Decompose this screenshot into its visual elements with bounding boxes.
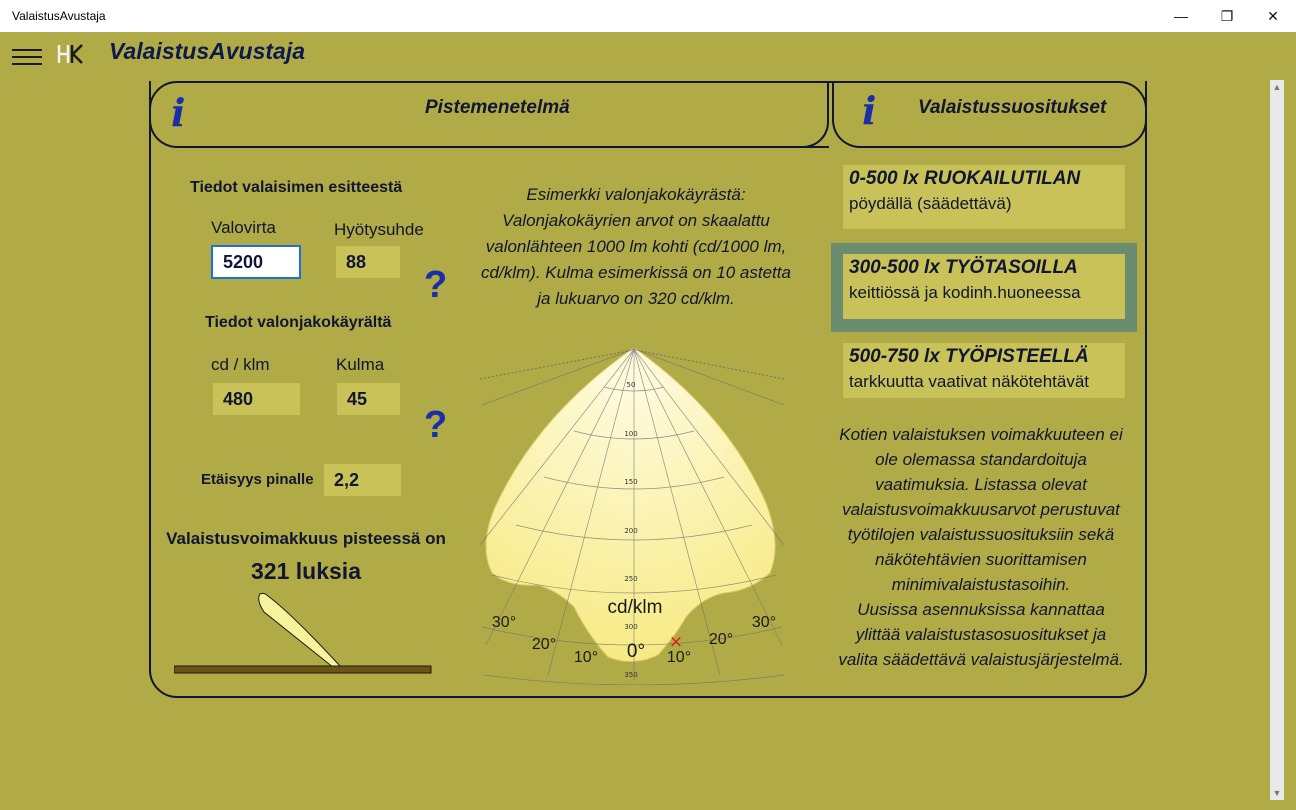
window-title: ValaistusAvustaja <box>12 9 106 23</box>
radial-label: 50 <box>626 381 636 389</box>
note-line: näkötehtävien suorittamisen <box>875 550 1087 569</box>
unit-label: cd/klm <box>607 597 663 618</box>
result-value: 321 luksia <box>251 558 361 584</box>
minimize-button[interactable]: — <box>1174 8 1188 24</box>
info-icon-recommendations[interactable]: i <box>862 88 877 133</box>
angle-tick-label: 0° <box>626 641 646 662</box>
angle-tick-label: 10° <box>573 649 599 666</box>
curve-heading: Tiedot valonjakokäyrältä <box>205 314 392 331</box>
note-line: ylittää valaistustasosuositukset ja <box>855 625 1107 644</box>
radial-label: 250 <box>624 575 638 583</box>
note-line: työtilojen valaistussuosituksiin sekä <box>847 525 1115 544</box>
radial-label: 300 <box>624 623 638 631</box>
recommendations-note <box>822 422 1140 672</box>
distance-input[interactable]: 2,2 <box>324 464 401 496</box>
result-label: Valaistusvoimakkuus pisteessä on <box>166 529 446 548</box>
value-marker-icon: × <box>668 632 684 652</box>
angle-tick-label: 20° <box>708 631 734 648</box>
app-bar <box>0 32 1296 76</box>
note-line: Uusissa asennuksissa kannattaa <box>857 600 1105 619</box>
recommendation-title: 300-500 lx TYÖTASOILLA <box>849 257 1078 278</box>
recommendation-subtitle: pöydällä (säädettävä) <box>849 194 1012 213</box>
logo-icon <box>56 42 84 66</box>
radial-label: 200 <box>624 527 638 535</box>
note-line: valaistusvoimakkuusarvot perustuvat <box>842 500 1120 519</box>
note-line: minimivalaistustasoihin. <box>891 575 1071 594</box>
lamp-illustration <box>174 590 434 676</box>
restore-button[interactable]: ❐ <box>1220 7 1234 24</box>
diagram-description: Esimerkki valonjakokäyrästä: Valonjakokäyrien arvot on skaalattu valonlähteen 1000 lm kohti (cd/1000 lm, cd/klm). Kulma esimerkissä on 10 astetta ja lukuarvo on 320 cd/klm. <box>481 185 791 308</box>
note-line: Kotien valaistuksen voimakkuuteen ei <box>839 425 1123 444</box>
radial-label: 100 <box>624 430 638 438</box>
recommendation-subtitle: keittiössä ja kodinh.huoneessa <box>849 283 1081 302</box>
distance-label: Etäisyys pinalle <box>201 471 314 488</box>
efficiency-input[interactable]: 88 <box>336 246 400 278</box>
flux-label: Valovirta <box>211 218 276 237</box>
app-title: ValaistusAvustaja <box>109 38 306 64</box>
section-title-pistemenetelma: Pistemenetelmä <box>425 97 570 118</box>
angle-tick-label: 10° <box>666 649 692 666</box>
scroll-down-icon[interactable]: ▼ <box>1272 788 1282 798</box>
cd-label: cd / klm <box>211 355 270 374</box>
note-line: ole olemassa standardoituja <box>875 450 1087 469</box>
recommendation-item[interactable] <box>843 343 1125 398</box>
vertical-scrollbar[interactable] <box>1270 80 1284 800</box>
note-line: vaatimuksia. Listassa olevat <box>875 475 1087 494</box>
radial-label: 150 <box>624 478 638 486</box>
recommendation-item[interactable] <box>843 165 1125 229</box>
section-title-recommendations: Valaistussuositukset <box>918 97 1107 118</box>
radial-label: 350 <box>624 671 638 679</box>
window-titlebar <box>0 0 1296 32</box>
note-line: valita säädettävä valaistusjärjestelmä. <box>838 650 1124 669</box>
help-icon-fixture[interactable]: ? <box>424 264 448 306</box>
cd-input[interactable]: 480 <box>213 383 300 415</box>
angle-input[interactable]: 45 <box>337 383 400 415</box>
angle-tick-label: 30° <box>491 614 517 631</box>
angle-tick-label: 20° <box>531 636 557 653</box>
flux-input[interactable]: 5200 <box>211 245 301 279</box>
close-button[interactable]: ✕ <box>1267 7 1279 24</box>
efficiency-label: Hyötysuhde <box>334 220 424 239</box>
recommendation-title: 500-750 lx TYÖPISTEELLÄ <box>849 346 1089 367</box>
recommendation-title: 0-500 lx RUOKAILUTILAN <box>849 168 1081 189</box>
recommendation-item-selected[interactable] <box>843 254 1125 319</box>
work-surface <box>174 666 431 673</box>
fixture-heading: Tiedot valaisimen esitteestä <box>190 179 403 196</box>
help-icon-curve[interactable]: ? <box>424 404 448 446</box>
angle-label: Kulma <box>336 355 385 374</box>
polar-diagram <box>478 345 786 685</box>
angle-tick-label: 30° <box>751 614 777 631</box>
info-icon[interactable]: i <box>171 90 186 135</box>
recommendation-subtitle: tarkkuutta vaativat näkötehtävät <box>849 372 1090 391</box>
scroll-up-icon[interactable]: ▲ <box>1272 82 1282 92</box>
hamburger-menu-icon[interactable] <box>12 49 42 67</box>
